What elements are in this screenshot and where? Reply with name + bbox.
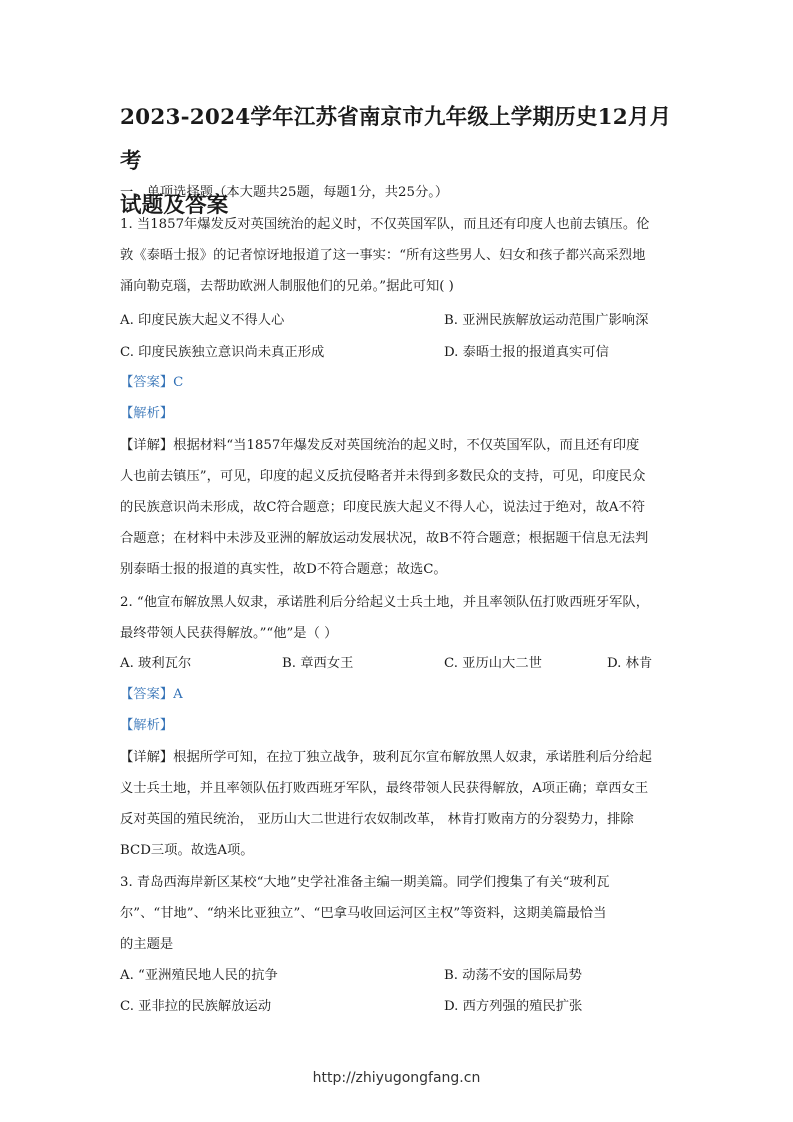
q2-option-a: A. 玻利瓦尔 [120,656,192,671]
q1-detail-line-3: 的民族意识尚未形成，故C符合题意；印度民族大起义不得人心，说法过于绝对，故A不符 [120,500,646,515]
title-line-1: 2023-2024学年江苏省南京市九年级上学期历史12月月考 [120,105,672,174]
q1-detail-line-1: 【详解】根据材料“当1857年爆发反对英国统治的起义时，不仅英国军队，而且还有印度 [120,438,640,453]
q2-analysis-label: 【解析】 [120,718,174,733]
q1-answer: 【答案】C [120,375,184,390]
q1-analysis-label: 【解析】 [120,406,174,421]
q1-option-a: A. 印度民族大起义不得人心 [120,313,285,328]
q2-option-b: B. 章西女王 [282,656,354,671]
footer-url: http://zhiyugongfang.cn [312,1070,481,1086]
q1-stem-line-3: 涌向勒克瑙，去帮助欧洲人制服他们的兄弟。”据此可知( ) [120,279,454,294]
q2-stem-line-2: 最终带领人民获得解放。”“他”是（ ） [120,626,338,641]
q2-detail-line-3: 反对英国的殖民统治， 亚历山大二世进行农奴制改革， 林肯打败南方的分裂势力，排除 [120,812,634,827]
title-line-2: 试题及答案 [120,193,229,218]
q3-stem-line-1: 3. 青岛西海岸新区某校“大地”史学社准备主编一期美篇。同学们搜集了有关“玻利瓦 [120,875,610,890]
q1-option-d: D. 泰晤士报的报道真实可信 [444,345,609,360]
q1-stem-line-1: 1. 当1857年爆发反对英国统治的起义时，不仅英国军队，而且还有印度人也前去镇压。伦 [120,217,650,232]
q2-detail-line-4: BCD三项。故选A项。 [120,843,254,858]
q2-option-c: C. 亚历山大二世 [444,656,542,671]
q1-detail-line-2: 人也前去镇压”，可见，印度的起义反抗侵略者并未得到多数民众的支持，可见，印度民众 [120,469,646,484]
q2-stem-line-1: 2. “他宣布解放黑人奴隶，承诺胜利后分给起义士兵土地，并且率领队伍打败西班牙军队， [120,595,649,610]
q3-option-d: D. 西方列强的殖民扩张 [444,999,583,1014]
section-heading: 一、单项选择题（本大题共25题，每题1分，共25分。） [120,185,449,200]
q2-detail-line-2: 义士兵土地，并且率领队伍打败西班牙军队，最终带领人民获得解放，A项正确；章西女王 [120,781,649,796]
q3-stem-line-2: 尔”、“甘地”、“纳米比亚独立”、“巴拿马收回运河区主权”等资料，这期美篇最恰当 [120,906,607,921]
document-title [120,96,680,228]
q1-stem-line-2: 敦《泰晤士报》的记者惊讶地报道了这一事实：“所有这些男人、妇女和孩子都兴高采烈地 [120,248,646,263]
q1-option-b: B. 亚洲民族解放运动范围广影响深 [444,313,649,328]
q3-option-a: A. “亚洲殖民地人民的抗争 [120,968,278,983]
q2-option-d: D. 林肯 [607,656,653,671]
q2-detail-line-1: 【详解】根据所学可知，在拉丁独立战争，玻利瓦尔宣布解放黑人奴隶，承诺胜利后分给起 [120,750,652,765]
q1-detail-line-5: 别泰晤士报的报道的真实性，故D不符合题意；故选C。 [120,562,447,577]
q3-option-c: C. 亚非拉的民族解放运动 [120,999,272,1014]
q2-answer: 【答案】A [120,687,183,702]
q3-stem-line-3: 的主题是 [120,937,174,952]
q3-option-b: B. 动荡不安的国际局势 [444,968,582,983]
q1-detail-line-4: 合题意；在材料中未涉及亚洲的解放运动发展状况，故B不符合题意；根据题干信息无法判 [120,531,649,546]
q1-option-c: C. 印度民族独立意识尚未真正形成 [120,345,325,360]
